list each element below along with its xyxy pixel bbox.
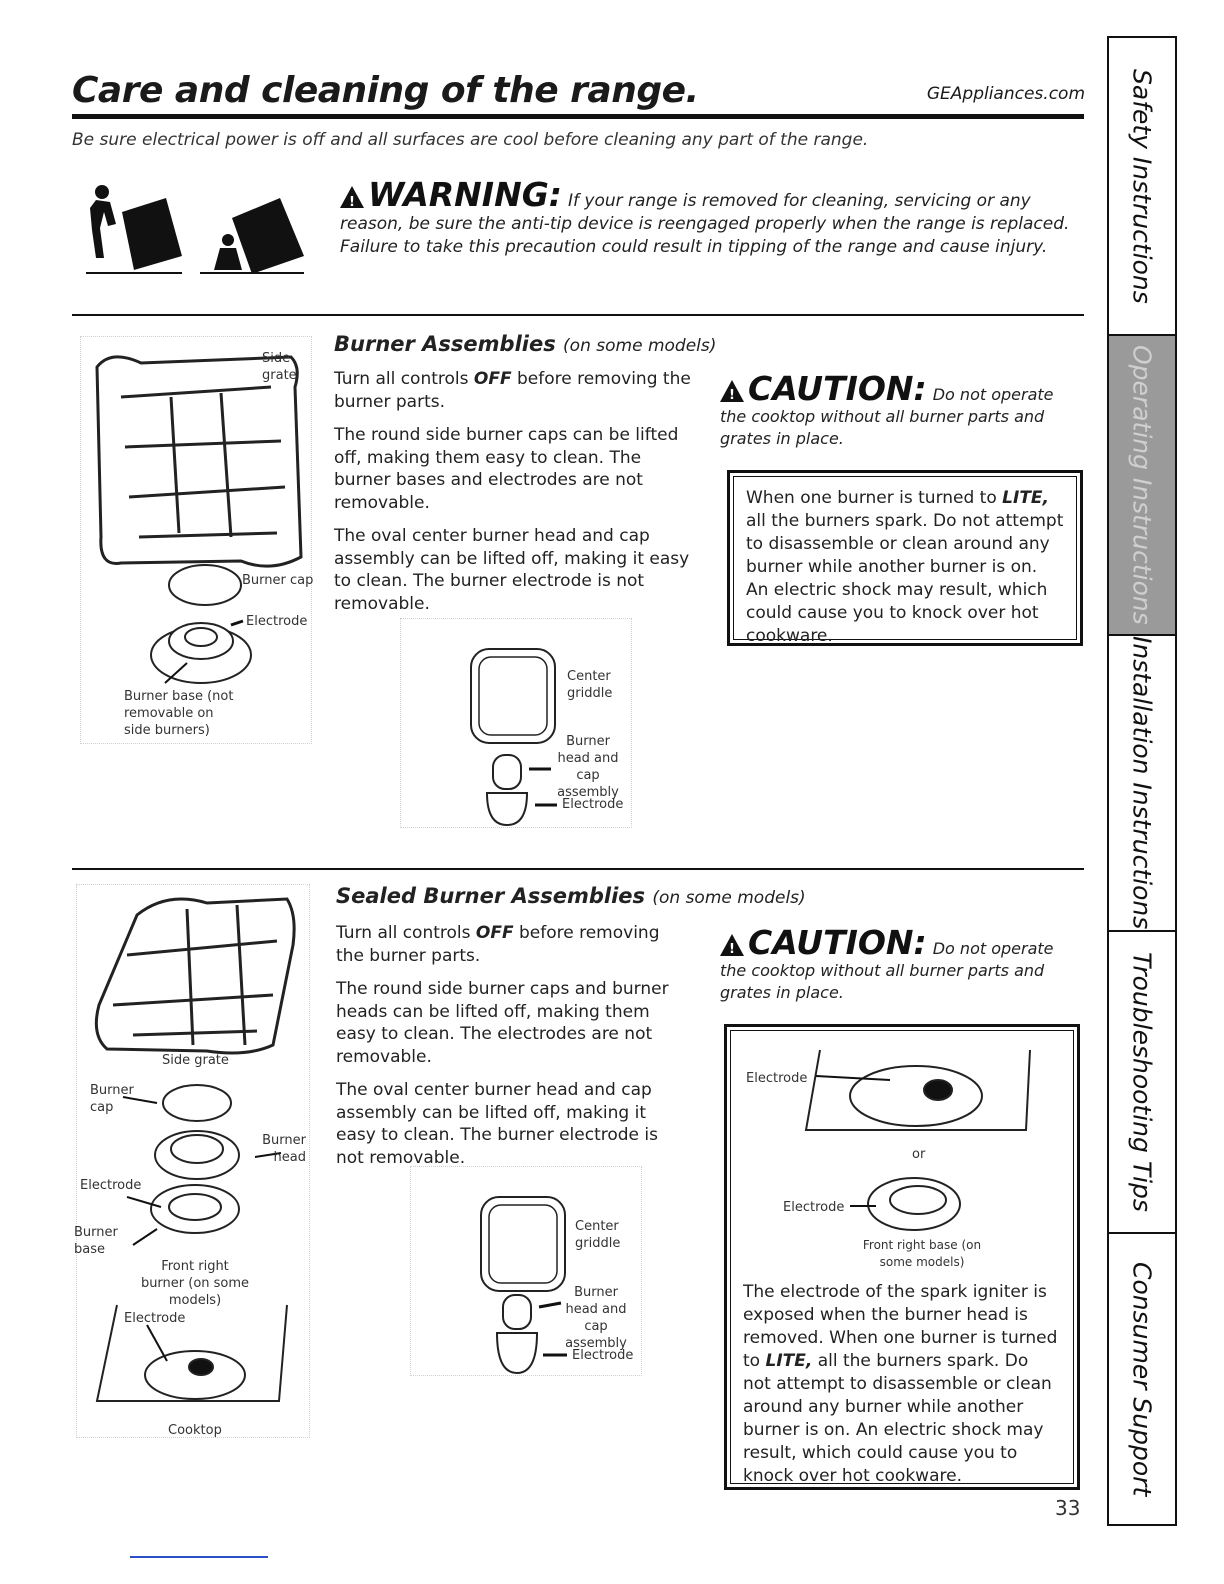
section-divider-2 [72,868,1084,870]
label-cooktop: Cooktop [168,1423,222,1438]
burner-note: (on some models) [563,336,717,356]
box2-post: all the burners spark. Do not attempt to disassemble or clean around any burner while another burner is on. An electric shock may result, which could cause you to knock over hot cookware. [743,1351,1052,1486]
label-or: or [912,1147,926,1162]
label-cooktop-electrode: Electrode [124,1311,186,1326]
warning-block [340,175,1080,259]
section-divider-1 [72,314,1084,316]
tab-operating-instructions[interactable] [1109,336,1175,636]
tab-label: Safety Instructions [1127,68,1157,304]
label-side-grate: Side grate [262,351,297,383]
box1-pre: When one burner is turned to [746,488,1003,508]
label-sealed-electrode: Electrode [80,1178,142,1193]
caution-box-1-text [733,476,1077,646]
warning-icon [340,186,364,208]
warning-label: WARNING: [368,175,562,214]
label-sealed-head-cap: Burner head and cap assembly [565,1285,627,1351]
label-front-right-burner: Front right burner (on some models) [140,1259,250,1308]
caution-text-1: Do not operate the cooktop without all burner parts and grates in place. [720,385,1054,448]
caution-box-1 [727,470,1083,646]
section-title-sealed [336,884,806,908]
footer-link-line [130,1556,268,1558]
caution-block-2 [720,923,1080,1004]
label-front-right-base: Front right base (on some models) [862,1238,982,1269]
burner-p2: The round side burner caps can be lifted off, making them easy to clean. The burner bases and electrodes are not removable. [334,425,679,513]
label-sealed-burner-head: Burner head [262,1133,306,1165]
sealed-title: Sealed Burner Assemblies [336,884,646,908]
tipping-range-icon [86,185,182,273]
tab-troubleshooting-tips[interactable] [1109,932,1175,1234]
burner-p1 [334,368,699,413]
sealed-burner-head [155,1131,239,1179]
box2-lite: LITE, [765,1351,813,1371]
burner-p1-post: before removing the burner parts. [334,369,691,412]
label-sealed-electrode-center: Electrode [572,1348,634,1363]
tipping-range-child-icon [200,198,304,274]
label-head-cap: Burner head and cap assembly [557,734,619,800]
caution-icon-1 [720,380,744,402]
sealed-burner-base [151,1185,239,1233]
label-sealed-side-grate: Side grate [162,1053,229,1068]
caution-label-2: CAUTION: [748,923,927,962]
tab-label: Troubleshooting Tips [1127,952,1157,1212]
section-title-burner [334,332,716,356]
sealed-note: (on some models) [652,888,806,908]
box1-post: all the burners spark. Do not attempt to disassemble or clean around any burner while another burner is on. An electric shock may result, which could cause you to knock over hot cookware. [746,511,1064,646]
burner-base-drawing [151,623,251,683]
burner-title: Burner Assemblies [334,332,556,356]
caution-label-1: CAUTION: [748,369,927,408]
sealed-side-grate-drawing [96,899,294,1053]
caution-icon-2 [720,934,744,956]
tab-label: Consumer Support [1127,1261,1157,1497]
tip-warning-illustration [82,178,312,278]
tab-safety-instructions[interactable] [1109,38,1175,336]
label-sealed-burner-cap: Burner cap [90,1083,134,1115]
burner-p1-off: OFF [473,369,512,389]
caution-text-2: Do not operate the cooktop without all burner parts and grates in place. [720,939,1054,1002]
side-grate-drawing [97,357,301,566]
sealed-burner-cap [163,1085,231,1121]
tab-installation-instructions[interactable] [1109,636,1175,932]
burner-cap-drawing [169,565,241,605]
tab-consumer-support[interactable] [1109,1234,1175,1524]
sealed-p2: The round side burner caps and burner heads can be lifted off, making them easy to clean. The electrodes are not removable. [336,979,669,1067]
page-title: Care and cleaning of the range. [72,70,699,111]
tab-label: Installation Instructions [1127,636,1157,930]
sealed-p1-pre: Turn all controls [336,923,476,943]
box2-pre: The electrode of the spark igniter is exposed when the burner head is removed. When one burner is turned to [743,1282,1058,1371]
sealed-p1-post: before removing the burner parts. [336,923,660,966]
tab-label: Operating Instructions [1127,345,1157,625]
burner-p1-pre: Turn all controls [334,369,474,389]
sealed-p1 [336,922,688,967]
label-electrode: Electrode [246,614,308,629]
sealed-body [336,922,688,1180]
site-url: GEAppliances.com [926,84,1085,104]
page-subtitle: Be sure electrical power is off and all surfaces are cool before cleaning any part of the range. [72,130,869,150]
caution-block-1 [720,369,1080,450]
warning-text: If your range is removed for cleaning, servicing or any reason, be sure the anti-tip device is reengaged properly when the range is replaced. Failure to take this precaution could result in tipping of the range and cause injury. [340,191,1070,257]
label-box-electrode-1: Electrode [746,1071,808,1086]
sealed-p3: The oval center burner head and cap assembly can be lifted off, making it easy to clean. The burner electrode is not removable. [336,1080,659,1168]
label-burner-cap: Burner cap [242,573,314,588]
sealed-p1-off: OFF [475,923,514,943]
label-center-griddle: Center griddle [567,669,613,701]
electrode-arrow [231,621,243,625]
burner-p3: The oval center burner head and cap assembly can be lifted off, making it easy to clean. The burner electrode is not removable. [334,526,690,614]
burner-body [334,368,699,626]
label-box-electrode-2: Electrode [783,1200,845,1215]
side-tabs [1107,36,1177,1526]
page-number: 33 [1055,1496,1081,1520]
title-rule [72,114,1084,119]
label-sealed-burner-base: Burner base [74,1225,118,1257]
label-sealed-center-griddle: Center griddle [575,1219,621,1251]
burner-assembly-illustration [80,336,312,744]
label-electrode-center: Electrode [562,797,624,812]
label-burner-base: Burner base (not removable on side burners) [124,689,234,738]
box1-lite: LITE, [1002,488,1049,508]
